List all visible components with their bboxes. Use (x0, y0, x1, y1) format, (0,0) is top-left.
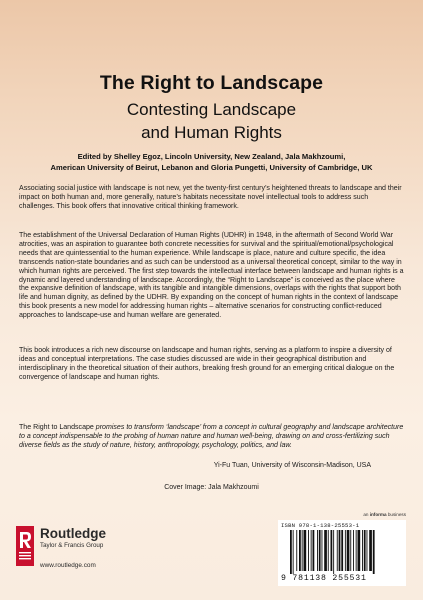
book-subtitle (0, 98, 423, 144)
barcode-bar (328, 530, 329, 571)
barcode-bar (293, 530, 294, 574)
barcode-bar (290, 530, 292, 574)
endorsement-quote (19, 424, 404, 451)
barcode-bar (356, 530, 357, 571)
quote-book-title: The Right to Landscape (19, 424, 94, 431)
barcode-bars-icon (290, 530, 398, 574)
barcode-bar (350, 530, 351, 571)
barcode-bar (319, 530, 321, 571)
barcode-bar (331, 530, 333, 571)
barcode-bar (313, 530, 315, 571)
publisher-group: Taylor & Francis Group (40, 542, 104, 549)
barcode-bar (304, 530, 307, 571)
barcode-bar (364, 530, 366, 571)
editors-line-1: Edited by Shelley Egoz, Lincoln University, New Zealand, Jala Makhzoumi, (77, 152, 346, 161)
publisher-name: Routledge (40, 526, 106, 541)
editors-line-2: American University of Beirut, Lebanon and Gloria Pungetti, University of Cambridge, UK (50, 163, 373, 172)
blurb-paragraph-1: Associating social justice with landscape is not new, yet the twenty-first century’s heightened threats to landscape and their impact on both human and, more generally, nature’s habitats necessitate novel intellectual tools to address such challenges. This book offers that innovative critical thinking framework. (19, 185, 402, 210)
cover-image-credit: Cover Image: Jala Makhzoumi (164, 484, 259, 491)
barcode-bar (324, 530, 327, 571)
ean-digits: 9 781138 255531 (281, 574, 367, 583)
imprint-prefix: an (363, 512, 370, 517)
barcode-bar (373, 530, 375, 574)
barcode-bar (358, 530, 361, 571)
isbn-text: ISBN 978-1-138-25553-1 (281, 522, 360, 529)
book-title: The Right to Landscape (99, 72, 324, 94)
barcode-bar (308, 530, 309, 571)
barcode-bar (337, 530, 338, 571)
editors-credit (14, 151, 409, 173)
routledge-mark-icon (16, 526, 34, 566)
barcode-area (278, 512, 406, 586)
barcode-bar (345, 530, 346, 571)
publisher-logo (16, 526, 106, 570)
informa-imprint (363, 512, 406, 517)
imprint-suffix: business (386, 512, 406, 517)
barcode-bar (353, 530, 354, 571)
barcode-bar (311, 530, 312, 571)
barcode-bar (317, 530, 318, 571)
subtitle-line-1: Contesting Landscape (126, 100, 297, 119)
barcode-bar (341, 530, 343, 571)
barcode-bar (302, 530, 303, 571)
barcode-bar (296, 530, 297, 571)
barcode-bar (347, 530, 350, 571)
quote-attribution: Yi-Fu Tuan, University of Wisconsin-Madison, USA (213, 462, 371, 469)
barcode (278, 520, 406, 586)
barcode-bar (322, 530, 323, 571)
imprint-brand: informa (369, 512, 387, 517)
blurb-paragraph-2: The establishment of the Universal Declaration of Human Rights (UDHR) in 1948, in the aftermath of Second World War atrocities, was an aspiration to guarantee both concrete necessities for survival and the spiritual/emotional/psychological needs that are quintessential to the human experience. While landscape is place, nature and culture specific, the idea transcends nation-state boundaries and as such can be understood as a universal theoretical concept, similar to the way in which human rights are perceived. The first step towards the intellectual interface between landscape and human rights is a dynamic and layered understanding of landscape. Accordingly, the “Right to Landscape” is conceived as the place where the expansive definition of landscape, with its tangible and intangible dimensions, overlaps with the rights that support both life and human dignity, as defined by the UDHR. By expanding on the concept of human rights in the context of landscape this book presents a new model for addressing human rights – alternative scenarios for constructing conflict-reduced approaches to landscape-use and human welfare are generated. (19, 232, 404, 320)
barcode-bar (362, 530, 363, 571)
barcode-bar (299, 530, 301, 571)
barcode-bar (339, 530, 341, 571)
publisher-text (40, 526, 106, 569)
barcode-bar (367, 530, 368, 571)
publisher-url[interactable]: www.routledge.com (40, 562, 96, 569)
barcode-bar (333, 530, 334, 574)
barcode-bar (369, 530, 372, 571)
subtitle-line-2: and Human Rights (141, 123, 282, 142)
quote-body: promises to transform ‘landscape’ from a concept in cultural geography and landscape architecture to a concept indispensable to the probing of human nature and human well-being, drawing on and cross-fertilizing such diverse fields as the study of nature, history, anthropology, psychology, politics, and law. (19, 424, 404, 449)
blurb-paragraph-3: This book introduces a rich new discourse on landscape and human rights, serving as a platform to inspire a diversity of ideas and conceptual interpretations. The case studies discussed are wide in their geographical distribution and interdisciplinary in the theoretical situation of their authors, breaking fresh ground for an emerging critical dialogue on the convergence of landscape and human rights. (19, 347, 395, 381)
